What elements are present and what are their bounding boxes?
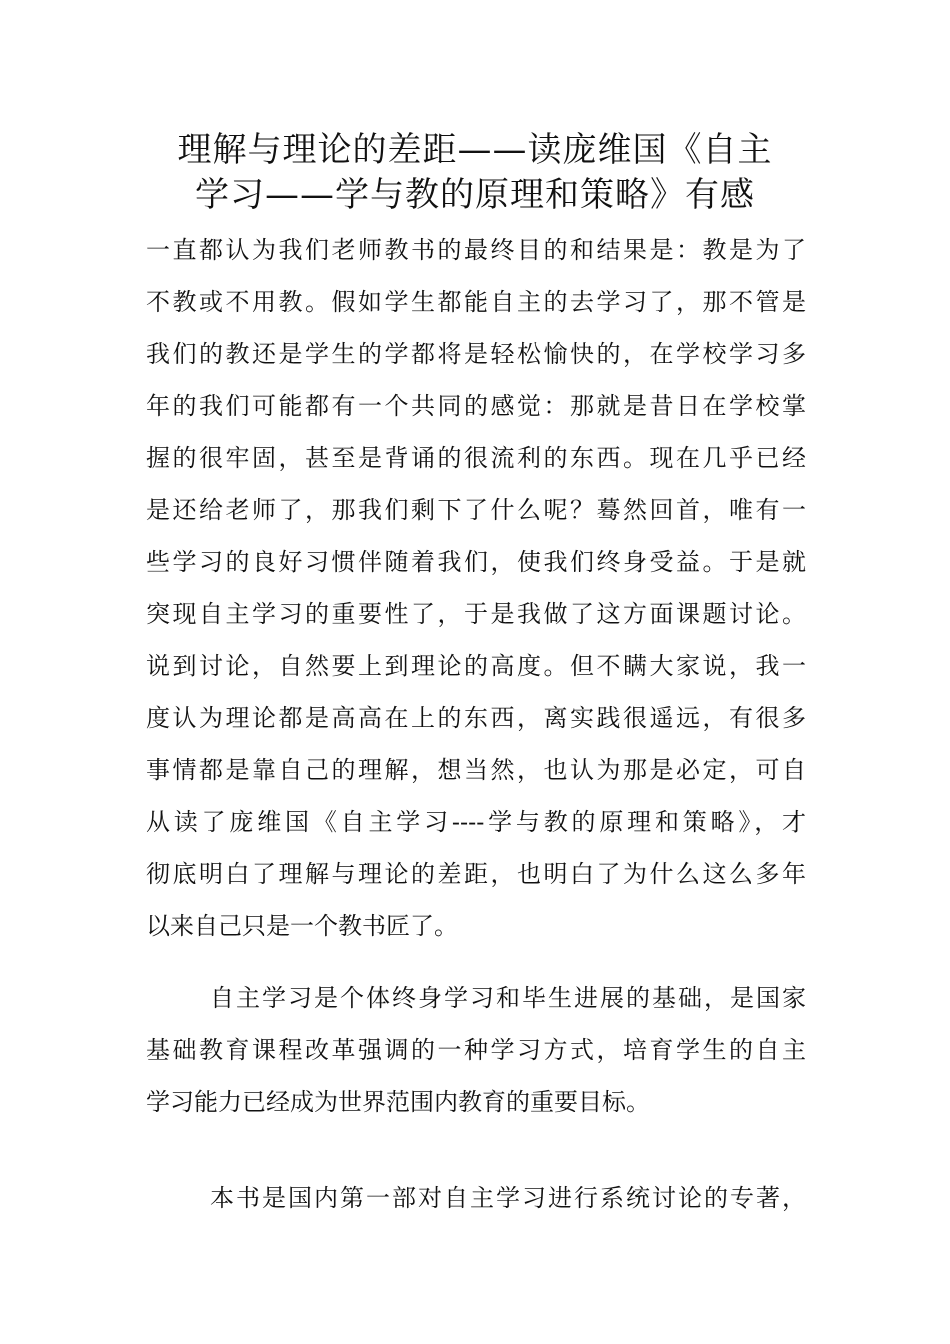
text-line: 我们的教还是学生的学都将是轻松愉快的，在学校学习多 bbox=[146, 340, 806, 368]
text-line: 突现自主学习的重要性了，于是我做了这方面课题讨论。 bbox=[146, 600, 806, 628]
title-line-1: 理解与理论的差距——读庞维国《自主 bbox=[177, 130, 773, 170]
text-line: 是还给老师了，那我们剩下了什么呢？蓦然回首，唯有一 bbox=[146, 496, 806, 524]
text-line: 本书是国内第一部对自主学习进行系统讨论的专著， bbox=[210, 1184, 806, 1212]
text-line: 以来自己只是一个教书匠了。 bbox=[146, 912, 458, 940]
text-line: 事情都是靠自己的理解，想当然，也认为那是必定，可自 bbox=[146, 756, 806, 784]
text-line: 从读了庞维国《自主学习----学与教的原理和策略》，才 bbox=[146, 808, 806, 836]
text-line: 自主学习是个体终身学习和毕生进展的基础，是国家 bbox=[210, 984, 806, 1012]
text-line: 学习能力已经成为世界范围内教育的重要目标。 bbox=[146, 1088, 650, 1116]
text-line: 说到讨论，自然要上到理论的高度。但不瞒大家说，我一 bbox=[146, 652, 806, 680]
paragraph-intro bbox=[146, 224, 806, 952]
text-line: 年的我们可能都有一个共同的感觉：那就是昔日在学校掌 bbox=[146, 392, 806, 420]
text-line: 些学习的良好习惯伴随着我们，使我们终身受益。于是就 bbox=[146, 548, 806, 576]
document-title bbox=[120, 128, 830, 218]
text-line: 基础教育课程改革强调的一种学习方式，培育学生的自主 bbox=[146, 1036, 806, 1064]
title-line-2: 学习——学与教的原理和策略》有感 bbox=[195, 175, 755, 215]
text-line: 度认为理论都是高高在上的东西，离实践很遥远，有很多 bbox=[146, 704, 806, 732]
text-line: 不教或不用教。假如学生都能自主的去学习了，那不管是 bbox=[146, 288, 806, 316]
paragraph-autonomous-learning bbox=[146, 972, 806, 1128]
text-line: 握的很牢固，甚至是背诵的很流利的东西。现在几乎已经 bbox=[146, 444, 806, 472]
text-line: 彻底明白了理解与理论的差距，也明白了为什么这么多年 bbox=[146, 860, 806, 888]
paragraph-book-intro bbox=[146, 1172, 806, 1224]
text-line: 一直都认为我们老师教书的最终目的和结果是：教是为了 bbox=[146, 236, 806, 264]
